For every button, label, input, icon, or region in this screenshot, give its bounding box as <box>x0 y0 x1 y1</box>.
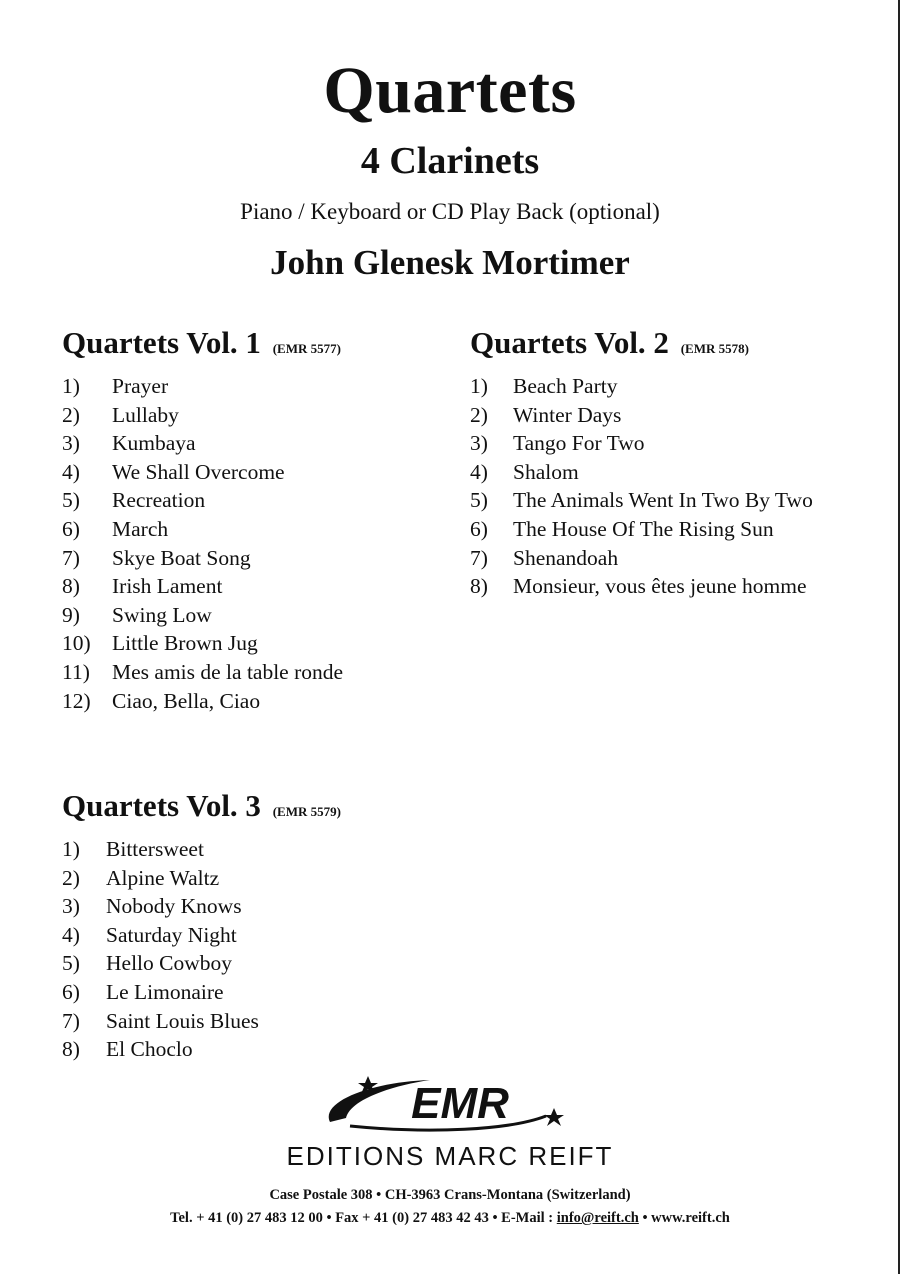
track-item <box>470 572 813 601</box>
volume-1-track-list <box>62 372 343 715</box>
track-title: Alpine Waltz <box>106 865 220 890</box>
track-number: 1) <box>62 837 80 861</box>
contact-phone-fax: Tel. + 41 (0) 27 483 12 00 • Fax + 41 (0) 27 483 42 43 • E-Mail : <box>170 1210 557 1226</box>
volume-1-heading <box>62 327 343 358</box>
volume-2-track-list <box>470 372 813 601</box>
track-item <box>62 601 343 630</box>
track-number: 7) <box>62 1008 80 1033</box>
track-item <box>62 1035 341 1064</box>
track-item <box>62 372 343 401</box>
track-title: Shenandoah <box>513 545 619 570</box>
track-number: 7) <box>470 545 488 570</box>
volume-3-catalog-code: (EMR 5579) <box>272 804 341 819</box>
volume-1-section <box>62 327 343 715</box>
track-number: 8) <box>470 574 488 599</box>
track-number: 3) <box>62 894 80 919</box>
track-title: Ciao, Bella, Ciao <box>112 688 261 713</box>
track-number: 2) <box>470 402 488 427</box>
track-title: The Animals Went In Two By Two <box>513 488 813 513</box>
contact-website: • www.reift.ch <box>638 1210 730 1226</box>
track-item <box>62 687 343 716</box>
track-number: 4) <box>62 922 80 947</box>
instrument-subtitle: 4 Clarinets <box>360 140 540 182</box>
track-item <box>62 429 343 458</box>
track-item <box>62 458 343 487</box>
logo-star-right-icon <box>544 1108 564 1126</box>
volume-3-track-list <box>62 835 341 1064</box>
track-title: Kumbaya <box>112 431 196 456</box>
volume-3-section <box>62 790 341 1064</box>
track-item <box>62 864 341 893</box>
track-title: Hello Cowboy <box>106 951 233 976</box>
accompaniment-note: Piano / Keyboard or CD Play Back (optional) <box>240 199 660 224</box>
emr-logo <box>0 1072 900 1134</box>
email-link[interactable]: info@reift.ch <box>556 1210 639 1226</box>
track-title: The House Of The Rising Sun <box>513 516 774 541</box>
track-item <box>470 458 813 487</box>
track-title: Irish Lament <box>112 574 223 599</box>
volume-2-heading <box>470 327 813 358</box>
track-title: Beach Party <box>513 374 618 398</box>
track-title: Skye Boat Song <box>112 545 251 570</box>
track-title: Monsieur, vous êtes jeune homme <box>513 574 807 599</box>
track-number: 3) <box>470 431 488 456</box>
track-number: 3) <box>62 431 80 456</box>
track-item <box>62 835 341 864</box>
track-number: 6) <box>62 979 80 1004</box>
track-number: 12) <box>62 688 91 713</box>
track-item <box>62 892 341 921</box>
track-item <box>62 629 343 658</box>
volume-2-section <box>470 327 813 601</box>
track-number: 9) <box>62 602 80 627</box>
track-number: 2) <box>62 865 80 890</box>
track-number: 6) <box>470 516 488 541</box>
volume-1-catalog-code: (EMR 5577) <box>272 341 341 356</box>
track-number: 6) <box>62 516 80 541</box>
track-title: Saint Louis Blues <box>106 1008 259 1033</box>
track-number: 11) <box>62 659 90 684</box>
publisher-name: EDITIONS MARC REIFT <box>286 1141 614 1171</box>
logo-text: EMR <box>411 1079 509 1128</box>
track-number: 10) <box>62 631 91 656</box>
track-number: 1) <box>470 374 488 398</box>
track-item <box>62 949 341 978</box>
track-title: Nobody Knows <box>106 894 242 919</box>
track-item <box>62 544 343 573</box>
track-title: Recreation <box>112 488 206 513</box>
track-title: Swing Low <box>112 602 212 627</box>
volume-3-title: Quartets Vol. 3 <box>62 788 261 823</box>
track-title: We Shall Overcome <box>112 459 285 484</box>
track-item <box>62 1007 341 1036</box>
track-number: 1) <box>62 374 80 398</box>
track-item <box>470 429 813 458</box>
track-title: Shalom <box>513 459 579 484</box>
track-number: 5) <box>470 488 488 513</box>
track-item <box>470 486 813 515</box>
track-title: Tango For Two <box>513 431 645 456</box>
track-item <box>470 515 813 544</box>
track-number: 2) <box>62 402 80 427</box>
volume-1-title: Quartets Vol. 1 <box>62 325 261 360</box>
track-title: Prayer <box>112 374 169 398</box>
track-title: Little Brown Jug <box>112 631 258 656</box>
track-title: Winter Days <box>513 402 622 427</box>
track-title: Saturday Night <box>106 922 237 947</box>
volume-3-heading <box>62 790 341 821</box>
track-number: 7) <box>62 545 80 570</box>
track-number: 8) <box>62 574 80 599</box>
track-item <box>62 978 341 1007</box>
track-title: March <box>112 516 169 541</box>
composer-name: John Glenesk Mortimer <box>270 243 630 282</box>
track-item <box>470 544 813 573</box>
track-item <box>62 401 343 430</box>
track-number: 4) <box>470 459 488 484</box>
emr-logo-graphic <box>310 1072 590 1134</box>
volume-2-title: Quartets Vol. 2 <box>470 325 669 360</box>
track-item <box>470 372 813 401</box>
publisher-contact <box>0 1211 900 1226</box>
track-number: 5) <box>62 488 80 513</box>
track-title: Lullaby <box>112 402 179 427</box>
track-item <box>62 515 343 544</box>
track-item <box>62 572 343 601</box>
track-number: 8) <box>62 1037 80 1062</box>
page-title: Quartets <box>323 54 577 127</box>
publisher-address: Case Postale 308 • CH-3963 Crans-Montana (Switzerland) <box>269 1187 631 1203</box>
track-item <box>470 401 813 430</box>
track-item <box>62 486 343 515</box>
track-title: Le Limonaire <box>106 979 224 1004</box>
track-item <box>62 658 343 687</box>
track-title: El Choclo <box>106 1037 193 1062</box>
track-title: Mes amis de la table ronde <box>112 659 344 684</box>
track-title: Bittersweet <box>106 837 204 861</box>
track-item <box>62 921 341 950</box>
track-number: 5) <box>62 951 80 976</box>
volume-2-catalog-code: (EMR 5578) <box>680 341 749 356</box>
track-number: 4) <box>62 459 80 484</box>
